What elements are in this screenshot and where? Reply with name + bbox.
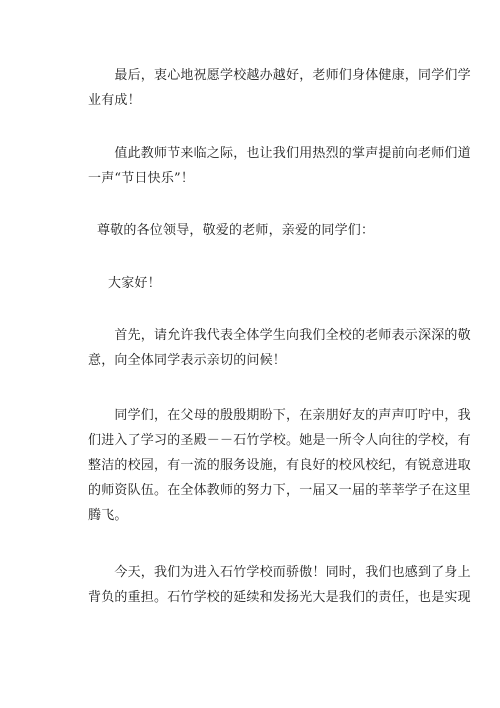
text-line: 一声“节日快乐”！ (88, 171, 195, 186)
text-line: 尊敬的各位领导，敬爱的老师，亲爱的同学们： (97, 223, 375, 238)
text-line: 值此教师节来临之际，也让我们用热烈的掌声提前向老师们道 (88, 146, 471, 161)
text-line: 们进入了学习的圣殿－－石竹学校。她是一所令人向往的学校，有 (88, 433, 471, 448)
text-line: 最后，衷心地祝愿学校越办越好，老师们身体健康，同学们学 (88, 68, 471, 83)
paragraph-teachers-day (88, 141, 471, 191)
paragraph-greeting (108, 271, 161, 296)
text-line: 同学们，在父母的殷殷期盼下，在亲朋好友的声声叮咛中，我 (88, 408, 471, 423)
text-line: 腾飞。 (88, 508, 128, 523)
text-line: 的师资队伍。在全体教师的努力下，一届又一届的莘莘学子在这里 (88, 483, 471, 498)
text-line: 整洁的校园，有一流的服务设施，有良好的校风校纪，有锐意进取 (88, 458, 471, 473)
text-line: 今天，我们为进入石竹学校而骄傲！同时，我们也感到了身上 (88, 565, 471, 580)
text-line: 意，向全体同学表示亲切的问候！ (88, 353, 287, 368)
text-line: 业有成！ (88, 93, 141, 108)
text-line: 大家好！ (108, 276, 161, 291)
text-line: 背负的重担。石竹学校的延续和发扬光大是我们的责任，也是实现 (88, 590, 471, 605)
paragraph-salutation (97, 218, 374, 243)
paragraph-school-intro (88, 403, 471, 528)
text-line: 首先，请允许我代表全体学生向我们全校的老师表示深深的敬 (88, 328, 471, 343)
paragraph-responsibility (88, 560, 471, 610)
paragraph-closing-wishes (88, 63, 471, 113)
paragraph-respects (88, 323, 471, 373)
